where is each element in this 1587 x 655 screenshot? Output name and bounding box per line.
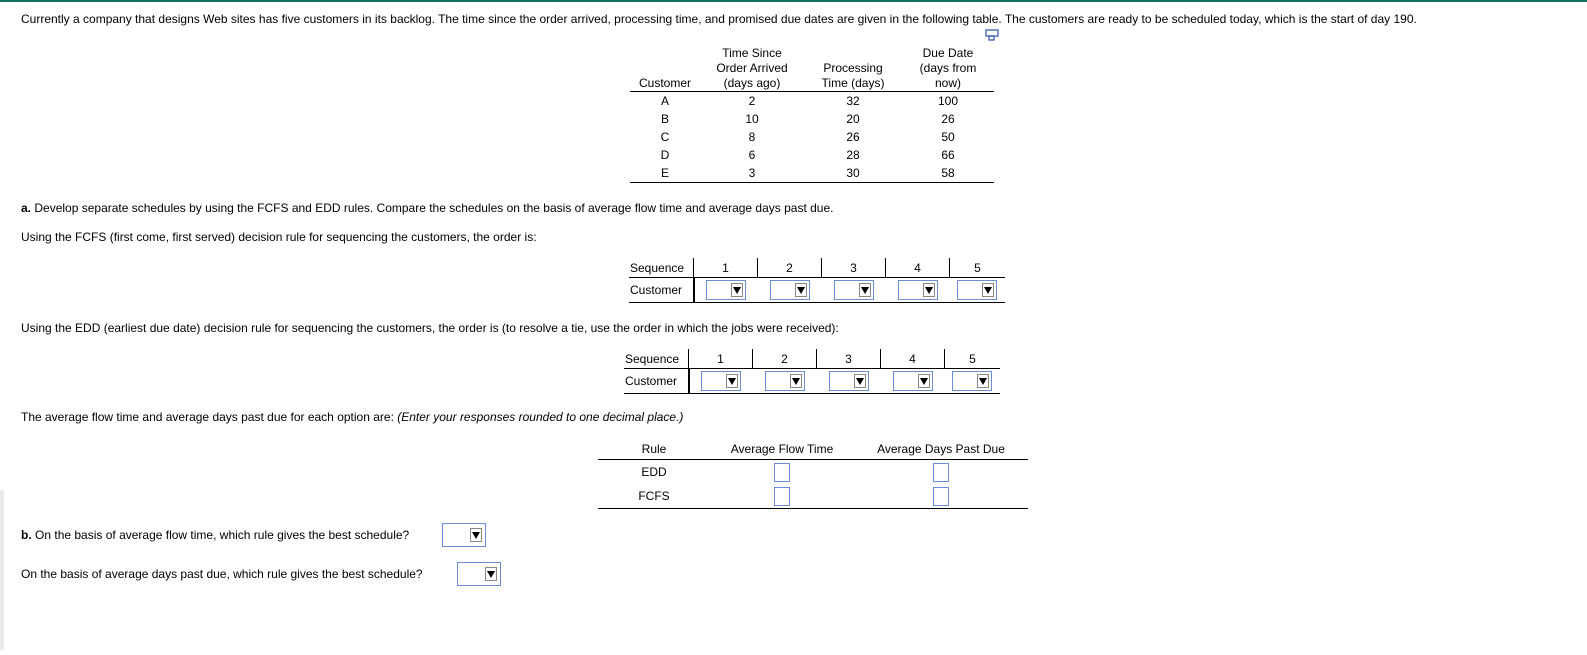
top-border (0, 0, 1587, 2)
fcfs-customer-select-1[interactable] (706, 280, 746, 300)
fcfs-avg-days-past-due-input[interactable] (933, 487, 949, 506)
chevron-down-icon (795, 283, 807, 297)
fcfs-customer-select-4[interactable] (898, 280, 938, 300)
chevron-down-icon (918, 374, 930, 388)
cell: D (660, 148, 670, 162)
fcfs-prompt: Using the FCFS (first come, first served) decision rule for sequencing the customers, the order is: (21, 230, 537, 244)
edd-avg-days-past-due-input[interactable] (933, 463, 949, 482)
sequence-number: 1 (694, 258, 758, 278)
cell: 30 (804, 164, 902, 183)
header-due-date: Due Date (days from now) (902, 46, 994, 92)
chevron-down-icon (977, 374, 989, 388)
part-b-question-1: b. On the basis of average flow time, which rule gives the best schedule? (21, 528, 410, 542)
part-b-question-2: On the basis of average days past due, which rule gives the best schedule? (21, 567, 423, 581)
left-scroll-edge (0, 490, 4, 650)
cell: 2 (748, 94, 756, 108)
sequence-number: 3 (822, 258, 886, 278)
header-time-since: Time Since Order Arrived (days ago) (700, 46, 804, 92)
cell: A (660, 94, 669, 108)
sequence-label: Sequence (629, 258, 694, 278)
cell: 66 (941, 148, 955, 162)
chevron-down-icon (726, 374, 738, 388)
fcfs-customer-select-5[interactable] (957, 280, 997, 300)
cell: 28 (846, 148, 860, 162)
table-row (630, 128, 994, 146)
table-row (630, 146, 994, 164)
sequence-number: 4 (886, 258, 950, 278)
sequence-number: 2 (753, 349, 817, 369)
intro-text: Currently a company that designs Web sites has five customers in its backlog. The time since the order arrived, processing time, and promised due dates are given in the following table. The customers are ready to be scheduled today, which is the start of day 190. (21, 12, 1417, 26)
customer-data-table (630, 46, 994, 183)
fcfs-sequence-table (629, 258, 1005, 303)
sequence-number: 1 (689, 349, 753, 369)
sequence-number: 4 (881, 349, 945, 369)
sequence-number: 5 (945, 349, 1001, 369)
edd-customer-select-2[interactable] (765, 371, 805, 391)
table-row (630, 164, 994, 183)
sequence-label: Sequence (624, 349, 689, 369)
cell: 26 (941, 112, 955, 126)
edd-sequence-table (624, 349, 1000, 394)
cell: C (660, 130, 670, 144)
expand-table-icon[interactable] (985, 29, 999, 41)
cell: 50 (941, 130, 955, 144)
cell: 8 (748, 130, 756, 144)
chevron-down-icon (982, 283, 994, 297)
edd-customer-select-1[interactable] (701, 371, 741, 391)
sequence-number: 5 (950, 258, 1006, 278)
chevron-down-icon (923, 283, 935, 297)
chevron-down-icon (731, 283, 743, 297)
fcfs-customer-select-3[interactable] (834, 280, 874, 300)
chevron-down-icon (854, 374, 866, 388)
rule-label-fcfs: FCFS (598, 484, 710, 509)
rule-label-edd: EDD (641, 465, 667, 479)
sequence-number: 2 (758, 258, 822, 278)
customer-label: Customer (624, 369, 689, 394)
cell: 3 (700, 164, 804, 183)
header-processing-time: Processing Time (days) (804, 46, 902, 92)
chevron-down-icon (859, 283, 871, 297)
best-rule-days-past-due-select[interactable] (457, 562, 501, 586)
sequence-number: 3 (817, 349, 881, 369)
table-row (630, 110, 994, 128)
table-row (630, 92, 994, 111)
cell: 6 (748, 148, 756, 162)
header-average-days-past-due: Average Days Past Due (854, 439, 1028, 460)
chevron-down-icon (470, 528, 482, 542)
part-a-question: a. Develop separate schedules by using the FCFS and EDD rules. Compare the schedules on the basis of average flow time and average days past due. (21, 201, 834, 215)
cell: 32 (846, 94, 860, 108)
cell: E (630, 164, 700, 183)
edd-customer-select-4[interactable] (893, 371, 933, 391)
header-rule: Rule (598, 439, 710, 460)
fcfs-customer-select-2[interactable] (770, 280, 810, 300)
chevron-down-icon (790, 374, 802, 388)
cell: B (660, 112, 669, 126)
edd-customer-select-5[interactable] (952, 371, 992, 391)
average-prompt: The average flow time and average days past due for each option are: (Enter your responses rounded to one decimal place.) (21, 410, 684, 424)
edd-prompt: Using the EDD (earliest due date) decision rule for sequencing the customers, the order is (to resolve a tie, use the order in which the jobs were received): (21, 321, 839, 335)
cell: 20 (846, 112, 860, 126)
table-row (598, 460, 1028, 485)
header-average-flow-time: Average Flow Time (710, 439, 854, 460)
results-table (598, 439, 1028, 509)
edd-avg-flow-time-input[interactable] (774, 463, 790, 482)
chevron-down-icon (485, 567, 497, 581)
table-row (598, 484, 1028, 509)
fcfs-avg-flow-time-input[interactable] (774, 487, 790, 506)
cell: 58 (902, 164, 994, 183)
customer-label: Customer (629, 278, 694, 303)
cell: 10 (745, 112, 759, 126)
best-rule-flow-time-select[interactable] (442, 523, 486, 547)
edd-customer-select-3[interactable] (829, 371, 869, 391)
cell: 26 (846, 130, 860, 144)
header-customer: Customer (630, 46, 700, 92)
cell: 100 (937, 94, 959, 108)
